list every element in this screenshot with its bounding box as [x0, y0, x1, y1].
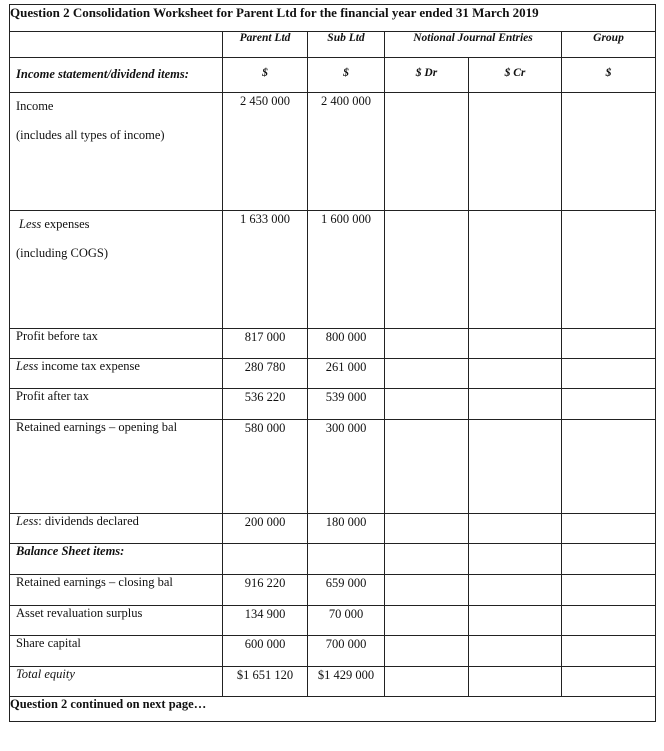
re-open-parent: 580 000	[223, 420, 308, 514]
income-cr	[469, 93, 562, 211]
table-row-reval	[10, 606, 656, 636]
income-label: Income	[16, 99, 54, 113]
tax-sub: 261 000	[308, 359, 385, 389]
tax-label: income tax expense	[38, 359, 140, 373]
equity-label: Total equity	[10, 667, 223, 697]
title-row	[10, 5, 656, 32]
continued-note: Question 2 continued on next page…	[10, 697, 656, 722]
label-dividends	[10, 514, 223, 544]
table-row-re-opening	[10, 420, 656, 514]
header-notional: Notional Journal Entries	[385, 32, 562, 58]
header-parent: Parent Ltd	[223, 32, 308, 58]
currency-group: $	[562, 58, 656, 93]
header-sub: Sub Ltd	[308, 32, 385, 58]
share-sub: 700 000	[308, 636, 385, 667]
equity-sub: $1 429 000	[308, 667, 385, 697]
re-close-parent: 916 220	[223, 575, 308, 606]
label-tax	[10, 359, 223, 389]
expenses-label: expenses	[41, 217, 90, 231]
section-balance-heading: Balance Sheet items:	[10, 544, 223, 575]
pat-parent: 536 220	[223, 389, 308, 420]
tax-parent: 280 780	[223, 359, 308, 389]
currency-parent: $	[223, 58, 308, 93]
table-row-re-closing	[10, 575, 656, 606]
share-label: Share capital	[10, 636, 223, 667]
share-parent: 600 000	[223, 636, 308, 667]
consolidation-worksheet	[9, 4, 656, 722]
pat-label: Profit after tax	[10, 389, 223, 420]
income-sub: 2 400 000	[308, 93, 385, 211]
income-parent: 2 450 000	[223, 93, 308, 211]
pat-sub: 539 000	[308, 389, 385, 420]
table-row-pbt	[10, 329, 656, 359]
expenses-sublabel: (including COGS)	[16, 246, 109, 260]
pbt-sub: 800 000	[308, 329, 385, 359]
table-row-expenses	[10, 211, 656, 329]
table-row-income	[10, 93, 656, 211]
pbt-label: Profit before tax	[10, 329, 223, 359]
equity-parent: $1 651 120	[223, 667, 308, 697]
table-row-dividends	[10, 514, 656, 544]
column-header-row	[10, 32, 656, 58]
section-income-heading: Income statement/dividend items:	[10, 58, 223, 93]
currency-cr: $ Cr	[469, 58, 562, 93]
re-close-sub: 659 000	[308, 575, 385, 606]
dividends-label: : dividends declared	[38, 514, 139, 528]
dividends-sub: 180 000	[308, 514, 385, 544]
expenses-prefix: Less	[19, 217, 42, 231]
re-open-label: Retained earnings – opening bal	[10, 420, 223, 514]
table-row-tax	[10, 359, 656, 389]
table-row-pat	[10, 389, 656, 420]
reval-label: Asset revaluation surplus	[10, 606, 223, 636]
reval-sub: 70 000	[308, 606, 385, 636]
currency-dr: $ Dr	[385, 58, 469, 93]
expenses-sub: 1 600 000	[308, 211, 385, 329]
table-row-total-equity	[10, 667, 656, 697]
dividends-prefix: Less	[16, 514, 39, 528]
table-row-balance-heading	[10, 544, 656, 575]
currency-sub: $	[308, 58, 385, 93]
table-row-share-capital	[10, 636, 656, 667]
income-sublabel: (includes all types of income)	[16, 128, 165, 142]
tax-prefix: Less	[16, 359, 39, 373]
income-group	[562, 93, 656, 211]
footer-row	[10, 697, 656, 722]
header-group: Group	[562, 32, 656, 58]
income-dr	[385, 93, 469, 211]
expenses-parent: 1 633 000	[223, 211, 308, 329]
label-income	[10, 93, 223, 211]
reval-parent: 134 900	[223, 606, 308, 636]
re-close-label: Retained earnings – closing bal	[10, 575, 223, 606]
re-open-sub: 300 000	[308, 420, 385, 514]
pbt-parent: 817 000	[223, 329, 308, 359]
currency-row	[10, 58, 656, 93]
worksheet-title: Question 2 Consolidation Worksheet for Parent Ltd for the financial year ended 31 March 2019	[10, 5, 656, 32]
label-expenses	[10, 211, 223, 329]
dividends-parent: 200 000	[223, 514, 308, 544]
